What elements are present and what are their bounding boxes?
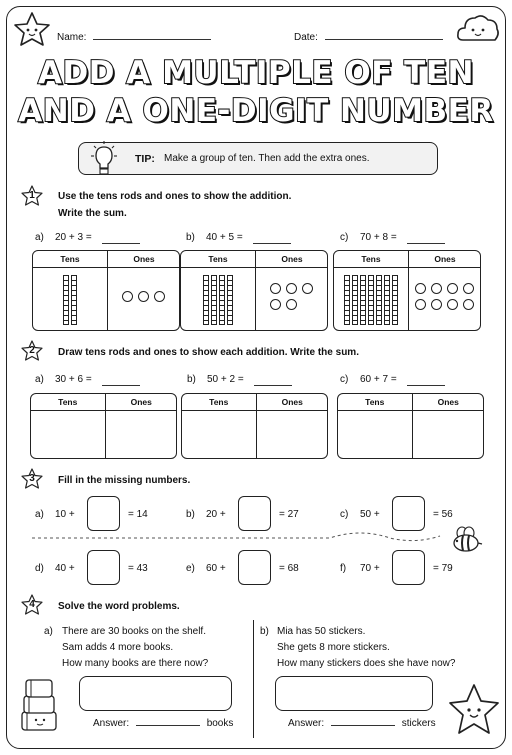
ones-circle [270, 299, 281, 310]
problem-letter: e) [186, 563, 195, 574]
place-value-table[interactable] [180, 250, 328, 331]
tens-rod [368, 275, 374, 325]
tip-label: TIP: [135, 153, 155, 165]
tens-rod [219, 275, 225, 325]
ones-header: Ones [434, 254, 456, 264]
tens-header: Tens [365, 397, 385, 407]
ones-circle [270, 283, 281, 294]
problem-right: = 56 [433, 509, 453, 520]
answer-row [93, 717, 233, 729]
problem-letter: a) [35, 509, 44, 520]
answer-label: Answer: [288, 718, 325, 729]
tip-text: Make a group of ten. Then add the extra ones. [164, 153, 370, 164]
problem-letter: b) [260, 626, 269, 637]
star-icon [12, 10, 52, 50]
problem-text: Mia has 50 stickers. [277, 626, 366, 637]
dashed-divider [30, 526, 470, 546]
ones-circle [431, 283, 442, 294]
tens-header: Tens [60, 254, 80, 264]
problem-right: = 27 [279, 509, 299, 520]
place-value-table[interactable] [337, 393, 484, 459]
place-value-table[interactable] [32, 250, 180, 331]
tens-rod [71, 275, 77, 325]
ones-circle [138, 291, 149, 302]
place-value-table[interactable] [333, 250, 481, 331]
word-problem-divider [253, 620, 254, 738]
ones-header: Ones [133, 254, 155, 264]
book-stack-icon [18, 672, 60, 734]
problem-letter: f) [340, 563, 347, 574]
star-icon [446, 682, 502, 738]
tens-rod [63, 275, 69, 325]
problem-expression: 60 + 7 = [360, 374, 397, 385]
tens-rod [392, 275, 398, 325]
problem-text: How many books are there now? [62, 658, 209, 669]
problem-letter: a) [35, 232, 44, 243]
ones-circle [447, 299, 458, 310]
ones-header: Ones [281, 397, 303, 407]
section-4-instruction: Solve the word problems. [58, 601, 180, 612]
answer-unit: stickers [401, 718, 436, 729]
tens-rod [384, 275, 390, 325]
answer-unit: books [206, 718, 234, 729]
answer-line[interactable] [102, 235, 140, 244]
tens-rod [211, 275, 217, 325]
date-line[interactable] [325, 31, 443, 40]
problem-expression: 70 + 8 = [360, 232, 397, 243]
problem-letter: d) [35, 563, 44, 574]
ones-circle [463, 283, 474, 294]
answer-label: Answer: [93, 718, 130, 729]
section-1-instruction: Use the tens rods and ones to show the addition. [58, 191, 292, 202]
missing-number-box[interactable] [238, 550, 271, 585]
ones-header: Ones [437, 397, 459, 407]
section-1-number: 1 [29, 190, 35, 201]
tens-rod [203, 275, 209, 325]
section-1-instruction-2: Write the sum. [58, 208, 127, 219]
tens-rod [352, 275, 358, 325]
problem-letter: a) [44, 626, 53, 637]
ones-circle [122, 291, 133, 302]
answer-line[interactable] [407, 235, 445, 244]
lightbulb-icon [91, 140, 117, 178]
problem-right: = 43 [128, 563, 148, 574]
section-3-instruction: Fill in the missing numbers. [58, 475, 191, 486]
name-field[interactable] [57, 31, 211, 43]
problem-left: 70 + [360, 563, 380, 574]
name-line[interactable] [93, 31, 211, 40]
date-field[interactable] [294, 31, 443, 43]
ones-header: Ones [130, 397, 152, 407]
bee-icon [448, 525, 484, 555]
page-title-line1: ADD A MULTIPLE OF TEN [38, 55, 474, 91]
tip-box [78, 142, 438, 175]
cloud-icon [455, 10, 501, 46]
answer-line[interactable] [254, 377, 292, 386]
problem-text: Sam adds 4 more books. [62, 642, 174, 653]
problem-letter: b) [186, 232, 195, 243]
work-box[interactable] [275, 676, 433, 711]
problem-left: 10 + [55, 509, 75, 520]
problem-expression: 20 + 3 = [55, 232, 92, 243]
answer-line[interactable] [253, 235, 291, 244]
answer-line[interactable] [136, 717, 200, 726]
problem-letter: b) [186, 509, 195, 520]
name-label: Name: [57, 32, 87, 43]
problem-right: = 79 [433, 563, 453, 574]
ones-circle [415, 283, 426, 294]
problem-text: There are 30 books on the shelf. [62, 626, 206, 637]
problem-expression: 40 + 5 = [206, 232, 243, 243]
problem-expression: 30 + 6 = [55, 374, 92, 385]
problem-right: = 68 [279, 563, 299, 574]
tens-rod [227, 275, 233, 325]
answer-line[interactable] [407, 377, 445, 386]
tens-rod [376, 275, 382, 325]
ones-circle [431, 299, 442, 310]
ones-header: Ones [281, 254, 303, 264]
problem-letter: c) [340, 509, 349, 520]
place-value-table[interactable] [30, 393, 177, 459]
ones-circle [463, 299, 474, 310]
answer-row [288, 717, 436, 729]
tens-header: Tens [361, 254, 381, 264]
problem-letter: b) [187, 374, 196, 385]
problem-letter: c) [340, 232, 349, 243]
tens-header: Tens [58, 397, 78, 407]
ones-circle [447, 283, 458, 294]
ones-circle [302, 283, 313, 294]
page-title-line2: AND A ONE-DIGIT NUMBER [18, 93, 494, 129]
problem-letter: a) [35, 374, 44, 385]
tens-rod [360, 275, 366, 325]
tens-header: Tens [209, 397, 229, 407]
missing-number-box[interactable] [392, 550, 425, 585]
section-3-number: 3 [29, 473, 35, 484]
problem-text: She gets 8 more stickers. [277, 642, 390, 653]
ones-circle [415, 299, 426, 310]
section-2-instruction: Draw tens rods and ones to show each addition. Write the sum. [58, 347, 359, 358]
work-box[interactable] [79, 676, 232, 711]
ones-circle [286, 283, 297, 294]
date-label: Date: [294, 32, 318, 43]
problem-right: = 14 [128, 509, 148, 520]
problem-left: 50 + [360, 509, 380, 520]
problem-left: 60 + [206, 563, 226, 574]
answer-line[interactable] [331, 717, 395, 726]
section-4-number: 4 [29, 599, 35, 610]
problem-text: How many stickers does she have now? [277, 658, 456, 669]
section-2-number: 2 [29, 345, 35, 356]
problem-left: 40 + [55, 563, 75, 574]
problem-letter: c) [340, 374, 349, 385]
tens-header: Tens [208, 254, 228, 264]
problem-expression: 50 + 2 = [207, 374, 244, 385]
tens-rod [344, 275, 350, 325]
ones-circle [286, 299, 297, 310]
answer-line[interactable] [102, 377, 140, 386]
problem-left: 20 + [206, 509, 226, 520]
place-value-table[interactable] [181, 393, 328, 459]
ones-circle [154, 291, 165, 302]
missing-number-box[interactable] [87, 550, 120, 585]
